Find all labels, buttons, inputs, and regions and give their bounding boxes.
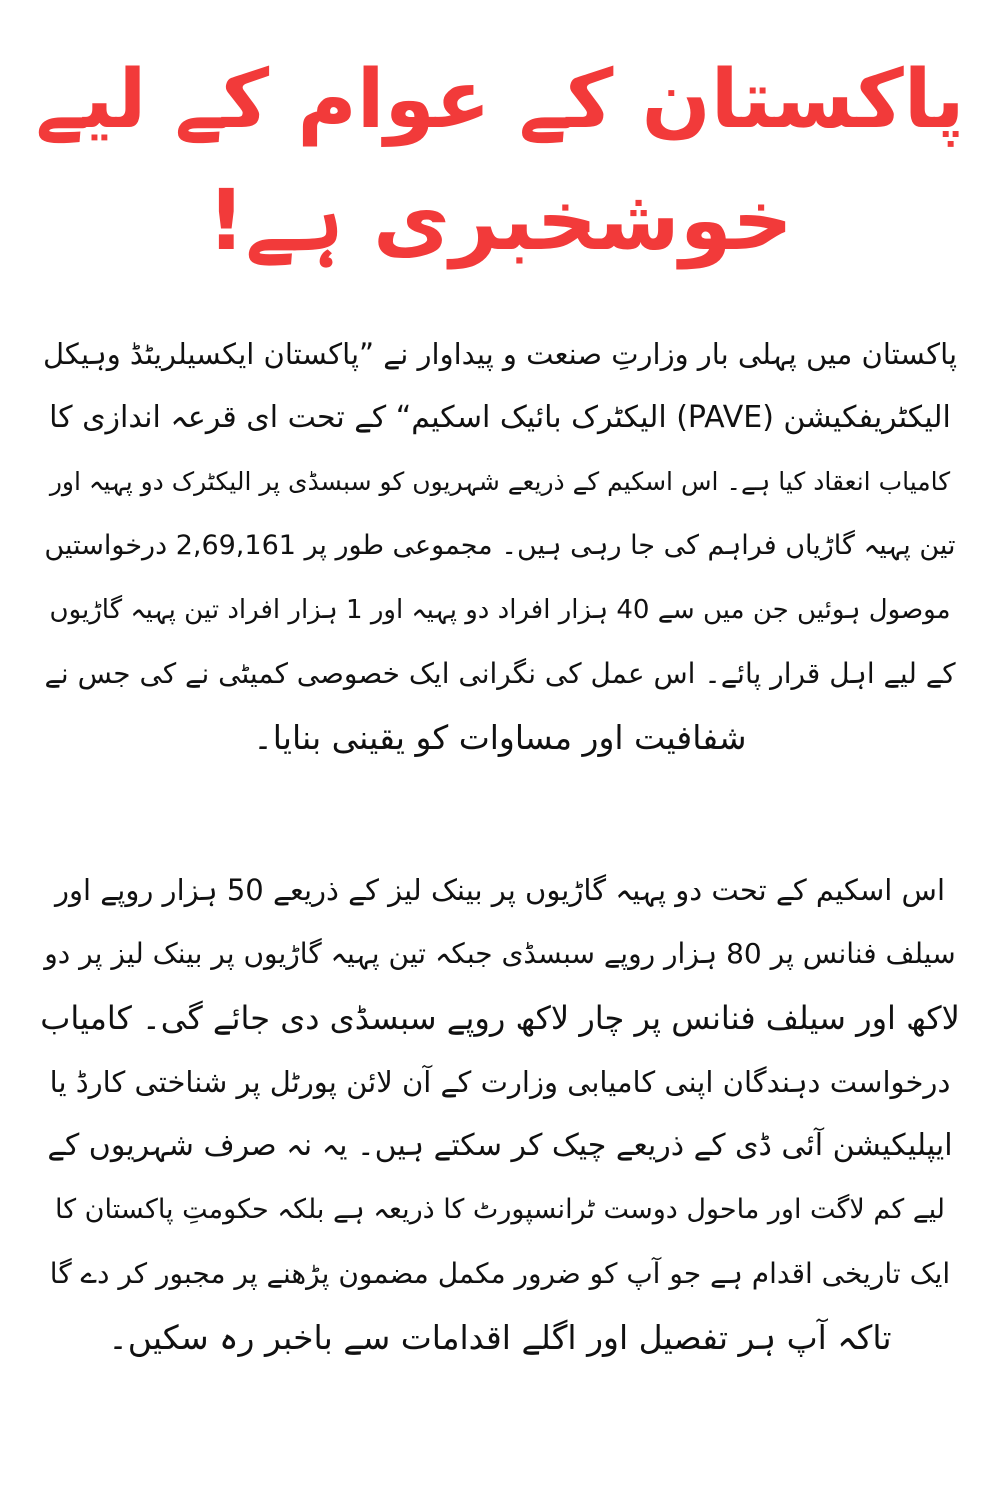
paragraph-line: درخواست دہندگان اپنی کامیابی وزارت کے آن لائن پورٹل پر شناختی کارڈ یا (49, 1065, 951, 1099)
paragraph-line: موصول ہوئیں جن میں سے 40 ہزار افراد دو پہیہ اور 1 ہزار افراد تین پہیہ گاڑیوں (49, 595, 951, 625)
paragraph-line: سیلف فنانس پر 80 ہزار روپے سبسڈی جبکہ تین پہیہ گاڑیوں پر بینک لیز پر دو (44, 937, 956, 970)
headline-line-2: خوشخبری ہے! (207, 171, 793, 269)
paragraph-line: شفافیت اور مساوات کو یقینی بنایا۔ (253, 718, 747, 757)
paragraph-line: الیکٹریفکیشن (PAVE) الیکٹرک بائیک اسکیم“ کے تحت ای قرعہ اندازی کا (49, 400, 951, 435)
paragraph-line: ایک تاریخی اقدام ہے جو آپ کو ضرور مکمل مضمون پڑھنے پر مجبور کر دے گا (49, 1257, 951, 1290)
paragraph-line: تاکہ آپ ہر تفصیل اور اگلے اقدامات سے باخبر رہ سکیں۔ (108, 1318, 892, 1357)
headline-line-1: پاکستان کے عوام کے لیے (35, 53, 965, 147)
article-paragraph-1 (40, 322, 960, 770)
paragraph-line: اس اسکیم کے تحت دو پہیہ گاڑیوں پر بینک لیز کے ذریعے 50 ہزار روپے اور (54, 873, 945, 907)
paragraph-line: کامیاب انعقاد کیا ہے۔ اس اسکیم کے ذریعے شہریوں کو سبسڈی پر الیکٹرک دو پہیہ اور (49, 467, 951, 496)
article-paragraph-2 (40, 858, 960, 1370)
paragraph-line: پاکستان میں پہلی بار وزارتِ صنعت و پیداوار نے ”پاکستان ایکسیلریٹڈ وہیکل (42, 337, 958, 371)
paragraph-line: ایپلیکیشن آئی ڈی کے ذریعے چیک کر سکتے ہیں۔ یہ نہ صرف شہریوں کے (47, 1128, 953, 1163)
paragraph-line: لیے کم لاگت اور ماحول دوست ٹرانسپورٹ کا ذریعہ ہے بلکہ حکومتِ پاکستان کا (55, 1194, 945, 1225)
paragraph-line: لاکھ اور سیلف فنانس پر چار لاکھ روپے سبسڈی دی جائے گی۔ کامیاب (40, 999, 960, 1037)
paragraph-line: تین پہیہ گاڑیاں فراہم کی جا رہی ہیں۔ مجموعی طور پر 2,69,161 درخواستیں (44, 530, 956, 561)
paragraph-line: کے لیے اہل قرار پائے۔ اس عمل کی نگرانی ایک خصوصی کمیٹی نے کی جس نے (44, 657, 956, 690)
